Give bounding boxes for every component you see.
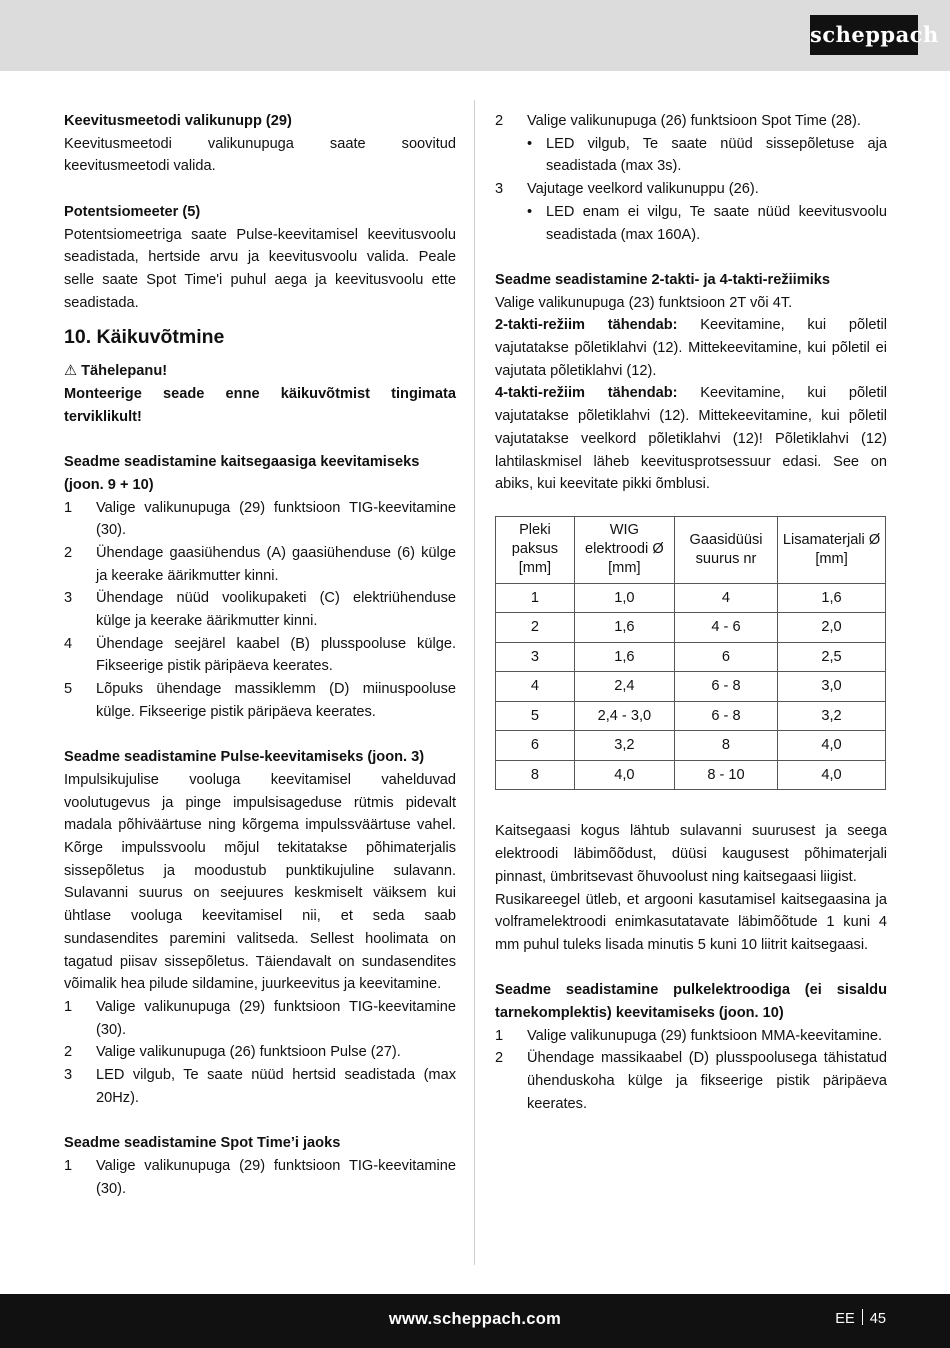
method-selector-heading: Keevitusmeetodi valikunupp (29) xyxy=(64,113,292,129)
list-item: 2 Ühendage massikaabel (D) plusspoolusega tähistatud ühenduskoha külge ja fikseerige pistik päripäeva keerates. xyxy=(495,1050,887,1112)
column-divider xyxy=(474,100,475,1265)
pulse-steps xyxy=(64,996,456,1110)
takt2-text: Keevitamine, kui põletil vajutatakse põletiklahvi (12). Mittekeevitamine, kui põletil ei vajutata põletiklahvi (12). xyxy=(495,317,887,379)
left-column xyxy=(64,110,456,1200)
list-item: 1 Valige valikunupuga (29) funktsioon TIG-keevitamine (30). xyxy=(64,998,456,1038)
table-row: 8 4,0 8 - 10 4,0 xyxy=(496,760,886,790)
list-item: 1 Valige valikunupuga (29) funktsioon TIG-keevitamine (30). xyxy=(64,499,456,539)
table-row: 3 1,6 6 2,5 xyxy=(496,642,886,672)
page-indicator xyxy=(835,1294,886,1344)
warning-text: Monteerige seade enne käikuvõtmist tingimata terviklikult! xyxy=(64,386,456,425)
list-item: 3 Ühendage nüüd voolikupaketi (C) elektriühenduse külge ja keerake äärikmutter kinni. xyxy=(64,590,456,630)
table-row: 6 3,2 8 4,0 xyxy=(496,731,886,761)
table-row: 4 2,4 6 - 8 3,0 xyxy=(496,672,886,702)
spot-time-steps-cont2 xyxy=(495,178,887,201)
right-column xyxy=(495,110,887,1116)
list-item: 2 Valige valikunupuga (26) funktsioon Pulse (27). xyxy=(64,1044,401,1061)
welding-spec-table xyxy=(495,516,886,791)
gas-welding-steps xyxy=(64,497,456,724)
spot-time-bullets-2 xyxy=(495,201,887,246)
section-title: 10. Käikuvõtmine xyxy=(64,326,225,349)
table-row: 5 2,4 - 3,0 6 - 8 3,2 xyxy=(496,701,886,731)
list-item: 2 Ühendage gaasiühendus (A) gaasiühenduse (6) külge ja keerake äärikmutter kinni. xyxy=(64,544,456,584)
column-header: Gaasidüüsi suurus nr xyxy=(674,516,777,583)
table-row: 1 1,0 4 1,6 xyxy=(496,583,886,613)
spot-time-bullets xyxy=(495,133,887,178)
list-item: 4 Ühendage seejärel kaabel (B) plusspooluse külge. Fikseerige pistik päripäeva keerates. xyxy=(64,635,456,675)
takt4-paragraph xyxy=(495,382,887,496)
warning-title: ⚠ Tähelepanu! xyxy=(64,363,168,380)
header-bar xyxy=(0,0,950,71)
pulse-heading: Seadme seadistamine Pulse-keevitamiseks (joon. 3) xyxy=(64,749,425,766)
potentiometer-text: Potentsiomeetriga saate Pulse-keevitamisel keevitusvoolu seadistada, hertside arvu ja keevitusvoolu valida. Peale selle saate Spot Time'i puhul aega ja keevitusvoolu ette seadistada. xyxy=(64,226,456,311)
column-header: WIG elektroodi Ø [mm] xyxy=(574,516,674,583)
gas-welding-subheading: (joon. 9 + 10) xyxy=(64,476,154,493)
website-url: www.scheppach.com xyxy=(388,1310,562,1328)
mma-steps xyxy=(495,1025,887,1116)
list-item: 1 Valige valikunupuga (29) funktsioon MMA-keevitamine. xyxy=(495,1027,883,1044)
spot-time-steps-cont xyxy=(495,110,887,133)
rule-of-thumb-text: Rusikareegel ütleb, et argooni kasutamisel kaitsegaasina ja volframelektroodi enimkasutatavate läbimõõtude 1 kuni 4 mm puhul tuleks lisada minutis 5 kuni 10 liitrit kaitsegaasi. xyxy=(495,891,887,953)
list-item: 3 LED vilgub, Te saate nüüd hertsid seadistada (max 20Hz). xyxy=(64,1067,456,1106)
method-selector-text: Keevitusmeetodi valikunupuga saate soovitud keevitusmeetodi valida. xyxy=(64,135,456,175)
gas-amount-text: Kaitsegaasi kogus lähtub sulavanni suurusest ja seega elektroodi läbimõõdust, düüsi kaugusest põhimaterjali pinnast, ümbritsevast õhuvoolust ning kaitsegaasi liigist. xyxy=(495,823,887,885)
footer-bar xyxy=(0,1294,950,1348)
takt2-paragraph xyxy=(495,314,887,382)
pulse-text: Impulsikujulise vooluga keevitamisel vahelduvad voolutugevus ja pinge impulsisageduse rütmis pidevalt madala põhiväärtuse ning kõrgema impulssväärtuse vahel. Kõrge impulssvoolu mõjul tekitatakse põhimaterjalis sissepõletus ja moodustub punktikujuline sulavann. Sulavanni suurus on seejuures keskmiselt väiksem kui ühtlase vooluga keevitamisel nii, et seda saab sundasendites paremini valitseda. Sellest hoolimata on tagatud piisav sissepõletus. Täiendavalt on sundasendites võimalik hea pilude sildamine, juurkeevitus ja keevitamine. xyxy=(64,771,456,993)
bullet-item: • LED enam ei vilgu, Te saate nüüd keevitusvoolu seadistada (max 160A). xyxy=(527,201,887,246)
takt-text: Valige valikunupuga (23) funktsioon 2T või 4T. xyxy=(495,294,793,311)
table-header-row xyxy=(496,516,886,583)
table-row: 2 1,6 4 - 6 2,0 xyxy=(496,613,886,643)
page-number: 45 xyxy=(869,1311,886,1327)
potentiometer-heading: Potentsiomeeter (5) xyxy=(64,203,201,220)
list-item: 2 Valige valikunupuga (26) funktsioon Spot Time (28). xyxy=(495,113,861,129)
spot-time-heading: Seadme seadistamine Spot Time’i jaoks xyxy=(64,1135,341,1152)
list-item: 3 Vajutage veelkord valikunuppu (26). xyxy=(495,181,759,198)
spot-time-steps-start xyxy=(64,1155,456,1200)
list-item: 5 Lõpuks ühendage massiklemm (D) miinuspooluse külge. Fikseerige pistik päripäeva keerates. xyxy=(64,681,456,720)
takt2-label: 2-takti-režiim tähendab: xyxy=(495,317,678,334)
language-code: EE xyxy=(835,1311,855,1327)
bullet-item: • LED vilgub, Te saate nüüd sissepõletuse aja seadistada (max 3s). xyxy=(527,133,887,178)
list-item: 1 Valige valikunupuga (29) funktsioon TIG-keevitamine (30). xyxy=(64,1157,456,1197)
mma-heading: Seadme seadistamine pulkelektroodiga (ei sisaldu tarnekomplektis) keevitamiseks (joon. 10) xyxy=(495,982,887,1022)
takt4-label: 4-takti-režiim tähendab: xyxy=(495,385,678,402)
column-header: Pleki paksus [mm] xyxy=(496,516,575,583)
scheppach-logo: scheppach xyxy=(810,15,918,55)
takt4-text: Keevitamine, kui põletil vajutatakse põletiklahvi (12). Mittekeevitamine, kui põletil vajutatakse veelkord põletiklahvi (12)! Põletiklahvi (12) lahtilaskmisel läheb keevitusprotsessuur edasi. See on abiks, kui keevitate pikki õmblusi. xyxy=(495,385,887,493)
column-header: Lisamaterjali Ø [mm] xyxy=(778,516,886,583)
gas-welding-heading: Seadme seadistamine kaitsegaasiga keevitamiseks xyxy=(64,454,420,471)
takt-heading: Seadme seadistamine 2-takti- ja 4-takti-režiimiks xyxy=(495,271,830,288)
